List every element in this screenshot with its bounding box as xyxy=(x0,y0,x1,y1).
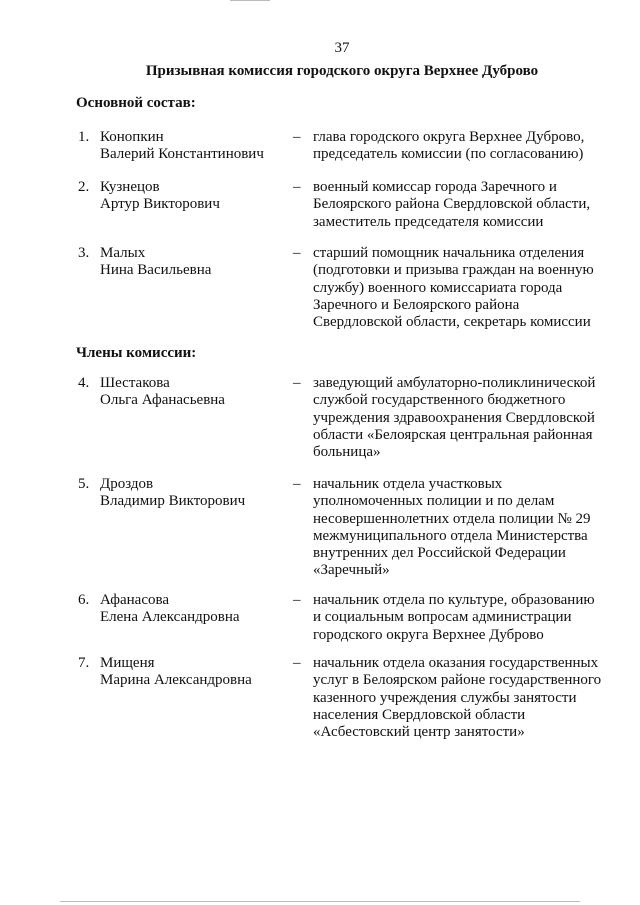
role-line: службу) военного комиссариата города xyxy=(313,279,563,296)
role-line: области «Белоярская центральная районная xyxy=(313,426,593,443)
member-name xyxy=(100,245,211,280)
surname: Дроздов xyxy=(100,476,154,492)
surname: Мищеня xyxy=(100,655,155,671)
role-line: услуг в Белоярском районе государственного xyxy=(313,672,602,689)
role-line: старший помощник начальника отделения xyxy=(313,245,585,261)
member-name xyxy=(100,129,264,164)
section-heading-members: Члены комиссии: xyxy=(76,345,197,361)
item-number: 4. xyxy=(78,375,90,391)
role-line: председатель комиссии (по согласованию) xyxy=(313,146,584,163)
member-name xyxy=(100,476,245,511)
member-role xyxy=(313,245,594,331)
role-line: военный комиссар города Заречного и xyxy=(313,179,557,195)
role-line: больница» xyxy=(313,444,381,461)
member-role xyxy=(313,179,590,231)
section-heading-main: Основной состав: xyxy=(76,95,196,111)
role-line: (подготовки и призыва граждан на военную xyxy=(313,262,594,279)
member-name xyxy=(100,179,220,214)
given-names: Валерий Константинович xyxy=(100,146,264,163)
member-role xyxy=(313,476,591,580)
role-line: учреждения здравоохранения Свердловской xyxy=(313,409,595,426)
dash: – xyxy=(293,592,301,608)
item-number: 5. xyxy=(78,476,90,492)
role-line: населения Свердловской области xyxy=(313,706,526,723)
dash: – xyxy=(293,179,301,195)
dash: – xyxy=(293,375,301,391)
given-names: Владимир Викторович xyxy=(100,493,246,510)
role-line: начальник отдела по культуре, образованию xyxy=(313,592,595,608)
role-line: внутренних дел Российской Федерации xyxy=(313,545,566,562)
role-line: Белоярского района Свердловской области, xyxy=(313,196,591,213)
role-line: межмуниципального отдела Министерства xyxy=(313,527,588,544)
member-role xyxy=(313,655,601,741)
item-number: 6. xyxy=(78,592,90,608)
given-names: Ольга Афанасьевна xyxy=(100,392,225,409)
given-names: Елена Александровна xyxy=(100,609,240,626)
given-names: Артур Викторович xyxy=(100,196,220,213)
role-line: заведующий амбулаторно-поликлинической xyxy=(313,375,596,391)
given-names: Нина Васильевна xyxy=(100,262,212,279)
surname: Афанасова xyxy=(100,592,170,608)
dash: – xyxy=(293,129,301,145)
role-line: начальник отдела оказания государственных xyxy=(313,655,599,671)
scan-edge-top xyxy=(230,0,270,1)
role-line: Заречного и Белоярского района xyxy=(313,296,520,313)
item-number: 7. xyxy=(78,655,90,671)
given-names: Марина Александровна xyxy=(100,672,252,689)
role-line: заместитель председателя комиссии xyxy=(313,213,544,230)
member-name xyxy=(100,655,252,690)
dash: – xyxy=(293,476,301,492)
member-role xyxy=(313,129,584,164)
member-name xyxy=(100,375,225,410)
member-role xyxy=(313,592,595,644)
role-line: глава городского округа Верхнее Дуброво, xyxy=(313,129,585,145)
surname: Шестакова xyxy=(100,375,170,391)
scan-edge-bottom xyxy=(60,901,580,902)
page-number: 37 xyxy=(334,40,350,56)
role-line: и социальным вопросам администрации xyxy=(313,609,572,626)
role-line: службой государственного бюджетного xyxy=(313,392,566,409)
role-line: «Асбестовский центр занятости» xyxy=(313,724,525,741)
member-role xyxy=(313,375,595,461)
item-number: 2. xyxy=(78,179,90,195)
document-title: Призывная комиссия городского округа Верхнее Дуброво xyxy=(145,63,539,79)
surname: Конопкин xyxy=(100,129,164,145)
surname: Малых xyxy=(100,245,146,261)
role-line: городского округа Верхнее Дуброво xyxy=(313,626,544,643)
role-line: Свердловской области, секретарь комиссии xyxy=(313,314,591,331)
item-number: 3. xyxy=(78,245,90,261)
role-line: несовершеннолетних отдела полиции № 29 xyxy=(313,510,591,527)
role-line: начальник отдела участковых xyxy=(313,476,503,492)
role-line: «Заречный» xyxy=(313,562,390,579)
item-number: 1. xyxy=(78,129,90,145)
dash: – xyxy=(293,655,301,671)
dash: – xyxy=(293,245,301,261)
member-name xyxy=(100,592,240,627)
role-line: уполномоченных полиции и по делам xyxy=(313,493,555,510)
surname: Кузнецов xyxy=(100,179,160,195)
role-line: казенного учреждения службы занятости xyxy=(313,689,577,706)
